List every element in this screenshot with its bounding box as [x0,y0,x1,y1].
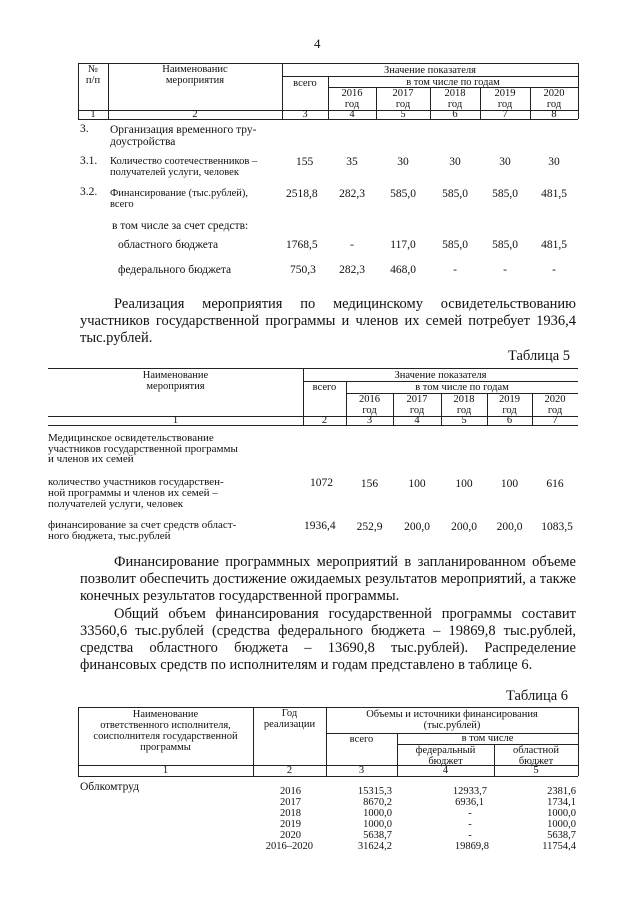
t6-federal: - [468,830,472,841]
t6-federal: 12933,7 [452,786,487,797]
value-total: 1072 [310,477,333,489]
executor-name: Облкомтруд [80,781,140,793]
column-number: 6 [506,415,513,426]
column-number: 6 [452,109,458,120]
t5-row-name: количество участников государствен- ной программы и членов их семей – получателей услуги, человек [48,476,224,510]
t6-total: 8670,2 [363,797,392,808]
column-number: 5 [461,415,467,426]
value-year: 481,5 [541,188,567,200]
value-total: 2518,8 [286,188,318,200]
column-number: 5 [400,109,406,120]
value-year: - [503,264,507,276]
value-year: - [453,264,457,276]
t5-header-by-years: в том числе по годам [415,382,509,393]
header-year: 2017 год [392,88,414,110]
value-year: 156 [360,478,379,490]
value-total: 1768,5 [286,239,318,251]
column-number: 4 [414,415,420,426]
value-total: 1936,4 [304,520,336,532]
row-number: 3.2. [80,186,98,198]
column-number: 2 [321,415,328,426]
t5-row-name: финансирование за счет средств област- ного бюджета, тыс.рублей [48,519,237,542]
header-total: всего [293,78,317,89]
t6-federal: 19869,8 [454,841,489,852]
t6-federal: - [468,808,472,819]
t6-header-executor: Наименование ответственного исполнителя, соисполнителя государственной программы [93,709,238,753]
t6-header-including: в том числе [461,733,514,744]
t6-header-federal: федеральный бюджет [415,745,476,767]
paragraph-total-volume: Общий объем финансирования государственной программы составит 33560,6 тыс.рублей (средства федерального бюджета – 19869,8 тыс.рублей, средства областного бюджета – 13690,8 тыс.рублей). Распределение финансовых средств по исполнителям и годам представлено в таблице 6. [80,606,576,673]
value-year: - [552,264,556,276]
value-year: 585,0 [390,188,416,200]
header-value: Значение показателя [384,65,476,76]
t6-regional: 5638,7 [547,830,576,841]
t5-header-year: 2017 год [406,394,428,416]
t6-federal: 6936,1 [455,797,484,808]
t6-total: 5638,7 [363,830,392,841]
value-year: 481,5 [541,239,567,251]
column-number: 3 [302,109,308,120]
row-name: областного бюджета [118,239,219,251]
value-year: 468,0 [390,264,416,276]
header-year: 2019 год [494,88,516,110]
column-number: 2 [192,109,198,120]
t6-regional: 1734,1 [547,797,576,808]
header-num: № п/п [85,64,101,86]
column-number: 1 [172,415,179,426]
value-year: 282,3 [339,188,365,200]
t6-regional: 11754,4 [542,841,576,852]
value-year: 30 [397,156,409,168]
value-year: 200,0 [404,521,430,533]
t6-header-volumes: Объемы и источники финансирования (тыс.рублей) [366,709,538,731]
t6-header-year: Год реализации [263,708,316,730]
value-year: 585,0 [442,239,468,251]
column-number: 7 [502,109,508,120]
t6-regional: 1000,0 [547,819,576,830]
value-year: 252,9 [356,521,383,533]
value-year: 100 [500,478,519,490]
value-total: 155 [296,156,314,168]
value-year: 200,0 [451,521,477,533]
value-year: 35 [346,156,358,168]
t5-header-value: Значение показателя [394,370,487,381]
t6-header-total: всего [349,734,374,745]
value-year: 30 [449,156,461,168]
row-name: федерального бюджета [118,264,232,276]
t5-header-year: 2016 год [359,394,380,416]
value-year: 30 [548,156,560,168]
t5-header-name: Наименование мероприятия [142,370,209,392]
column-number: 4 [349,109,355,120]
value-year: 200,0 [496,521,523,533]
value-year: 585,0 [442,188,468,200]
value-year: 585,0 [492,188,518,200]
header-year: 2020 год [543,88,565,110]
column-number: 3 [366,415,373,426]
value-total: 750,3 [290,264,316,276]
table-6-caption: Таблица 6 [506,688,569,704]
t5-header-year: 2018 год [453,394,475,416]
t6-federal: - [468,819,472,830]
column-number: 3 [358,765,365,776]
t5-header-total: всего [312,382,337,393]
value-year: 585,0 [492,239,518,251]
t6-header-regional: областной бюджет [513,745,559,767]
t5-header-year: 2019 год [499,394,520,416]
table-5-caption: Таблица 5 [508,348,571,364]
row-number: 3.1. [80,155,98,167]
row-name: Количество соотечественников – получателей услуги, человек [110,156,258,178]
value-year: 616 [546,478,564,490]
row-name: Организация временного тру- доустройства [110,124,257,148]
t6-regional: 2381,6 [547,786,576,797]
header-name: Наименованис мероприятия [162,64,228,86]
row-number: 3. [80,123,89,135]
header-year: 2018 год [444,88,466,110]
column-number: 1 [162,765,169,776]
t6-year: 2016–2020 [265,841,313,852]
paragraph-medical: Реализация мероприятия по медицинскому освидетельствованию участников государственной программы и членов их семей потребует 1936,4 тыс.рублей. [80,296,576,346]
column-number: 8 [551,109,557,120]
t6-year: 2018 [280,808,301,819]
header-by-years: в том числе по годам [406,77,500,88]
value-year: 100 [408,478,426,490]
value-year: 30 [499,156,511,168]
t6-year: 2017 [280,797,301,808]
column-number: 4 [442,765,449,776]
t5-row-name: Медицинское освидетельствование участников государственной программы и членов их семей [48,432,238,465]
value-year: 117,0 [390,239,416,251]
value-year: 1083,5 [541,521,573,533]
t6-total: 31624,2 [357,841,392,852]
row-name: в том числе за счет средств: [112,220,249,232]
row-name: Финансирование (тыс.рублей), всего [110,188,248,210]
value-year: - [350,239,354,251]
value-year: 100 [455,478,473,490]
value-year: 282,3 [339,264,365,276]
page-number: 4 [314,36,321,51]
header-year: 2016 год [341,88,363,110]
t6-year: 2020 [280,830,301,841]
column-number: 5 [533,765,539,776]
t6-regional: 1000,0 [547,808,576,819]
t6-year: 2016 [280,786,301,797]
column-number: 2 [286,765,293,776]
t6-total: 1000,0 [363,808,392,819]
column-number: 7 [552,415,558,426]
t6-total: 15315,3 [357,786,392,797]
t6-total: 1000,0 [363,819,392,830]
t6-year: 2019 [280,819,301,830]
paragraph-financing: Финансирование программных мероприятий в запланированном объеме позволит обеспечить достижение ожидаемых результатов мероприятий, а также конечных результатов государственной программы. [80,554,576,604]
t5-header-year: 2020 год [544,394,566,416]
column-number: 1 [90,109,96,120]
